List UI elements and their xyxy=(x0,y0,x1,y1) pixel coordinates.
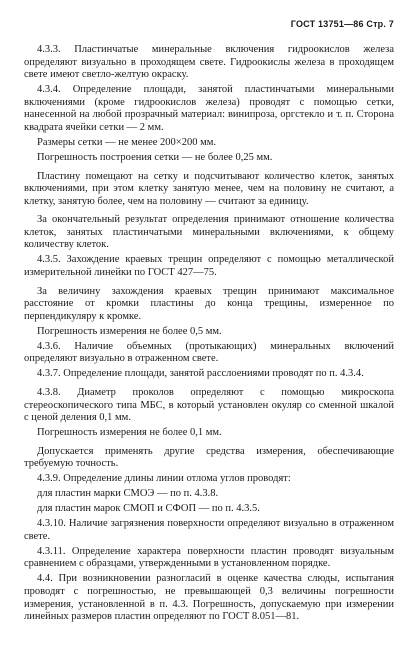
page-header: ГОСТ 13751—86 Стр. 7 xyxy=(290,19,394,29)
paragraph-4-3-10: 4.3.10. Наличие загрязнения поверхности определяют визуально в отраженном свете. xyxy=(24,518,394,542)
paragraph-4-3-11: 4.3.11. Определение характера поверхности пластин проводят визуальным сравнением с образцами, утвержденными в установленном порядке. xyxy=(24,545,394,570)
paragraph-smop-sfop: для пластин марок СМОП и СФОП — по п. 4.3.5. xyxy=(37,503,260,515)
paragraph-4-3-4: 4.3.4. Определение площади, занятой пластинчатыми минеральными включениями (кроме гидроокислов железа) проводят с помощью сетки, нанесенной на любой прозрачный материал: винипроза, оргстекло и т. п. Сторона квадрата ячейки сетки — 2 мм. xyxy=(24,84,394,133)
paragraph-4-3-6: 4.3.6. Наличие объемных (протыкающих) минеральных включений определяют визуально в отраженном свете. xyxy=(24,340,394,365)
paragraph-other-tools: Допускается применять другие средства измерения, обеспечивающие требуемую точность. xyxy=(24,445,394,470)
paragraph-4-3-8: 4.3.8. Диаметр проколов определяют с помощью микроскопа стереоскопического типа МБС, в который установлен окуляр со сменной шкалой с ценой деления 0,1 мм. xyxy=(24,386,394,424)
paragraph-crack-value: За величину захождения краевых трещин принимают максимальное расстояние от кромки пластины до конца трещины, измеренное по перпендикуляру к кромке. xyxy=(24,285,394,322)
paragraph-puncture-error: Погрешность измерения не более 0,1 мм. xyxy=(37,427,222,439)
paragraph-4-3-7: 4.3.7. Определение площади, занятой расслоениями проводят по п. 4.3.4. xyxy=(37,368,364,380)
paragraph-smoe: для пластин марки СМОЭ — по п. 4.3.8. xyxy=(37,488,219,500)
paragraph-result: За окончательный результат определения принимают отношение количества клеток, занятых пластинчатыми минеральными включениями, к общему количеству клеток. xyxy=(24,214,394,251)
document-body xyxy=(24,44,394,626)
paragraph-grid-error: Погрешность построения сетки — не более 0,25 мм. xyxy=(37,151,273,163)
paragraph-crack-error: Погрешность измерения не более 0,5 мм. xyxy=(37,325,222,337)
paragraph-grid-size: Размеры сетки — не менее 200×200 мм. xyxy=(37,136,216,148)
paragraph-4-3-5: 4.3.5. Захождение краевых трещин определяют с помощью металлической измерительной линейки по ГОСТ 427—75. xyxy=(24,254,394,279)
paragraph-4-3-3: 4.3.3. Пластинчатые минеральные включения гидроокислов железа определяют визуально в проходящем свете. Гидроокислы железа в проходящем свете имеют светло-желтую окраску. xyxy=(24,44,394,81)
paragraph-4-4: 4.4. При возникновении разногласий в оценке качества слюды, испытания проводят с погрешностью, не превышающей 0,3 величины погрешности измерения, установленной в п. 4.3. Погрешность, допускаемую при измерении линейных размеров пластин определяют по ГОСТ 8.051—81. xyxy=(24,573,394,623)
paragraph-4-3-9: 4.3.9. Определение длины линии отлома углов проводят: xyxy=(37,473,291,485)
paragraph-counting: Пластину помещают на сетку и подсчитывают количество клеток, занятых включениями, при этом клетку занятую менее, чем на половину не считают, а клетку, занятую более, чем на половину — считают за единицу. xyxy=(24,170,394,207)
